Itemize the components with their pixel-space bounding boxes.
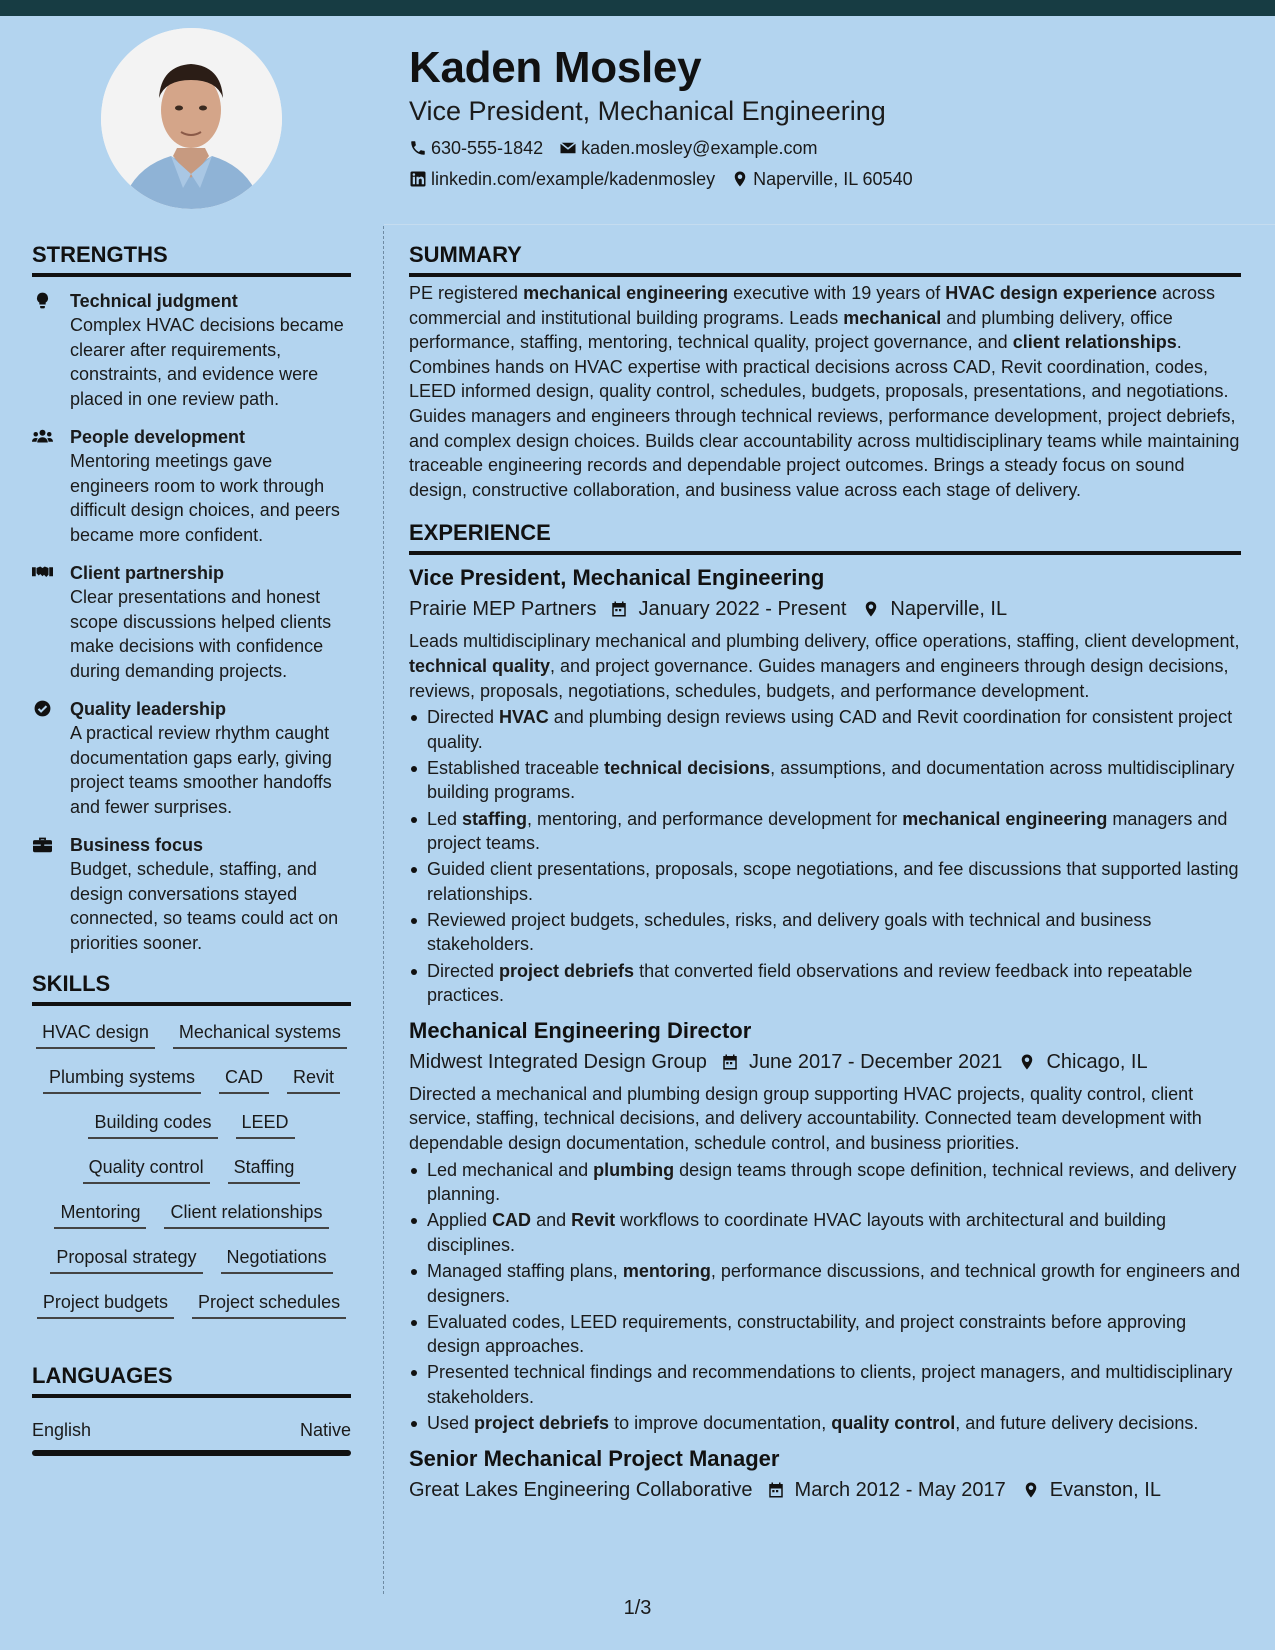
skill-tag: Project schedules <box>192 1286 346 1319</box>
strength-title: Quality leadership <box>70 699 227 719</box>
lightbulb-icon <box>32 291 53 310</box>
language-level: Native <box>299 1420 351 1440</box>
skills-list <box>32 1016 351 1331</box>
strength-title: Technical judgment <box>70 291 238 311</box>
skill-tag: Plumbing systems <box>43 1061 201 1094</box>
skill-tag: Revit <box>287 1061 340 1094</box>
skill-tag: Client relationships <box>164 1196 328 1229</box>
strength-title: People development <box>70 427 246 447</box>
job-title: Senior Mechanical Project Manager <box>409 1445 780 1471</box>
bullet-item: Presented technical findings and recommendations to clients, project managers, and multidisciplinary stakeholders. <box>409 1360 1241 1409</box>
left-column <box>32 240 351 1456</box>
summary-heading: SUMMARY <box>409 240 1241 277</box>
skills-row <box>32 1106 351 1151</box>
skills-heading: SKILLS <box>32 969 351 1006</box>
strength-item <box>32 697 351 819</box>
location-contact <box>731 168 912 190</box>
job-bullets <box>409 1158 1241 1436</box>
bullet-item: Directed HVAC and plumbing design reviews using CAD and Revit coordination for consistent project quality. <box>409 705 1241 754</box>
strengths-list <box>32 289 351 955</box>
email-contact[interactable] <box>559 137 817 159</box>
company-name: Midwest Integrated Design Group <box>409 1050 707 1073</box>
languages-heading: LANGUAGES <box>32 1361 351 1398</box>
top-bar <box>0 0 1275 16</box>
phone-contact <box>409 137 543 159</box>
check-circle-icon <box>32 699 53 718</box>
strength-title: Client partnership <box>70 563 225 583</box>
experience-list <box>409 561 1241 1503</box>
strengths-heading: STRENGTHS <box>32 240 351 277</box>
bullet-item: Evaluated codes, LEED requirements, constructability, and project constraints before approving design approaches. <box>409 1310 1241 1359</box>
strength-desc: Clear presentations and honest scope discussions helped clients make decisions with confidence during demanding projects. <box>70 587 332 681</box>
bullet-item: Reviewed project budgets, schedules, risks, and delivery goals with technical and business stakeholders. <box>409 908 1241 957</box>
job-description: Directed a mechanical and plumbing design group supporting HVAC projects, quality control, client service, staffing, technical decisions, and delivery accountability. Connected team development with dependable design documentation, schedule control, and business priorities. <box>409 1083 1202 1153</box>
skills-row <box>32 1061 351 1106</box>
profile-photo <box>101 28 282 209</box>
strength-desc: Budget, schedule, staffing, and design conversations stayed connected, so teams could act on priorities sooner. <box>70 859 339 953</box>
skill-tag: Staffing <box>228 1151 301 1184</box>
skills-row <box>32 1016 351 1061</box>
job-location <box>862 595 1007 623</box>
candidate-name: Kaden Mosley <box>409 43 702 92</box>
skill-tag: Building codes <box>88 1106 217 1139</box>
page-number: 1/3 <box>623 1597 652 1619</box>
phone-text: 630-555-1842 <box>431 138 544 158</box>
skills-row <box>32 1241 351 1286</box>
right-column <box>409 240 1241 1504</box>
job-title: Mechanical Engineering Director <box>409 1017 752 1043</box>
linkedin-text[interactable]: linkedin.com/example/kadenmosley <box>431 169 716 189</box>
skill-tag: HVAC design <box>36 1016 155 1049</box>
job-dates <box>767 1476 1006 1504</box>
skill-tag: Project budgets <box>37 1286 174 1319</box>
job-entry <box>409 1014 1241 1436</box>
briefcase-icon <box>32 835 53 854</box>
job-meta <box>409 1048 1241 1076</box>
strength-desc: Mentoring meetings gave engineers room to work through difficult design choices, and peers became more confident. <box>70 451 340 545</box>
email-text[interactable]: kaden.mosley@example.com <box>581 138 818 158</box>
skill-tag: Mechanical systems <box>173 1016 347 1049</box>
skills-row <box>32 1151 351 1196</box>
skill-tag: CAD <box>219 1061 269 1094</box>
skills-row <box>32 1286 351 1331</box>
skill-tag: Proposal strategy <box>50 1241 202 1274</box>
skill-tag: Quality control <box>83 1151 210 1184</box>
job-description: Leads multidisciplinary mechanical and plumbing delivery, office operations, staffing, client development, technical quality, and project governance. Guides managers and engineers through design decisions, reviews, proposals, negotiations, schedules, budgets, and performance development. <box>409 631 1240 701</box>
bullet-item: Managed staffing plans, mentoring, performance discussions, and technical growth for engineers and designers. <box>409 1259 1241 1308</box>
dates-text: January 2022 - Present <box>638 598 847 621</box>
contact-row-1 <box>409 137 1249 159</box>
calendar-icon <box>610 599 628 619</box>
bullet-item: Applied CAD and Revit workflows to coordinate HVAC layouts with architectural and building disciplines. <box>409 1208 1241 1257</box>
strength-desc: A practical review rhythm caught documentation gaps early, giving project teams smoother handoffs and fewer surprises. <box>70 723 332 817</box>
dates-text: March 2012 - May 2017 <box>794 1478 1006 1501</box>
bullet-item: Led mechanical and plumbing design teams through scope definition, technical reviews, and delivery planning. <box>409 1158 1241 1207</box>
skill-tag: Mentoring <box>54 1196 146 1229</box>
experience-heading: EXPERIENCE <box>409 518 1241 555</box>
strength-item <box>32 561 351 683</box>
job-dates <box>721 1048 1003 1076</box>
calendar-icon <box>767 1480 785 1500</box>
job-title: Vice President, Mechanical Engineering <box>409 565 825 591</box>
company-name: Prairie MEP Partners <box>409 598 597 621</box>
handshake-icon <box>32 563 53 582</box>
bullet-item: Directed project debriefs that converted field observations and review feedback into repeatable practices. <box>409 959 1241 1008</box>
job-location <box>1018 1048 1147 1076</box>
strength-desc: Complex HVAC decisions became clearer after requirements, constraints, and evidence were placed in one review path. <box>70 315 344 409</box>
map-pin-icon <box>731 170 749 188</box>
skill-tag: Negotiations <box>221 1241 333 1274</box>
users-icon <box>32 427 53 446</box>
strength-item <box>32 833 351 955</box>
summary-text: PE registered mechanical engineering executive with 19 years of HVAC design experience across commercial and institutional building programs. Leads mechanical and plumbing delivery, office performance, staffing, mentoring, technical quality, project governance, and client relationships. Combines hands on HVAC expertise with practical decisions across CAD, Revit coordination, codes, LEED informed design, quality control, schedules, budgets, proposals, presentations, and negotiations. Guides managers and engineers through technical reviews, performance development, project debriefs, and complex design choices. Builds clear accountability across multidisciplinary teams while maintaining traceable engineering records and dependable project outcomes. Brings a steady focus on sound design, constructive collaboration, and business value across each stage of delivery. <box>409 283 1240 500</box>
avatar <box>101 28 282 209</box>
bullet-item: Used project debriefs to improve documentation, quality control, and future delivery decisions. <box>409 1411 1241 1436</box>
job-bullets <box>409 705 1241 1008</box>
resume-header <box>409 40 1249 190</box>
job-dates <box>610 595 846 623</box>
language-item <box>32 1418 351 1442</box>
strength-item <box>32 425 351 547</box>
language-name: English <box>32 1420 92 1440</box>
column-divider <box>383 226 384 1594</box>
linkedin-icon <box>409 170 427 188</box>
bullet-item: Led staffing, mentoring, and performance development for mechanical engineering managers and project teams. <box>409 807 1241 856</box>
envelope-icon <box>559 139 577 157</box>
map-pin-icon <box>1018 1052 1036 1072</box>
candidate-title: Vice President, Mechanical Engineering <box>409 96 886 126</box>
bullet-item: Guided client presentations, proposals, scope negotiations, and fee discussions that supported lasting relationships. <box>409 857 1241 906</box>
calendar-icon <box>721 1052 739 1072</box>
skills-row <box>32 1196 351 1241</box>
job-location <box>1022 1476 1161 1504</box>
phone-icon <box>409 139 427 157</box>
strength-item <box>32 289 351 411</box>
company-name: Great Lakes Engineering Collaborative <box>409 1478 753 1501</box>
dates-text: June 2017 - December 2021 <box>748 1050 1003 1073</box>
language-proficiency-bar <box>32 1450 351 1456</box>
location-text: Naperville, IL <box>890 598 1008 621</box>
header-divider <box>384 224 1275 225</box>
contact-row-2 <box>409 168 1249 190</box>
location-text: Naperville, IL 60540 <box>753 169 913 189</box>
job-meta <box>409 595 1241 623</box>
location-text: Evanston, IL <box>1049 1478 1161 1501</box>
map-pin-icon <box>862 599 880 619</box>
map-pin-icon <box>1022 1480 1040 1500</box>
job-entry <box>409 1442 1241 1504</box>
strength-title: Business focus <box>70 835 204 855</box>
linkedin-contact[interactable] <box>409 168 715 190</box>
job-entry <box>409 561 1241 1007</box>
skill-tag: LEED <box>236 1106 295 1139</box>
job-meta <box>409 1476 1241 1504</box>
bullet-item: Established traceable technical decisions, assumptions, and documentation across multidisciplinary building programs. <box>409 756 1241 805</box>
location-text: Chicago, IL <box>1046 1050 1148 1073</box>
